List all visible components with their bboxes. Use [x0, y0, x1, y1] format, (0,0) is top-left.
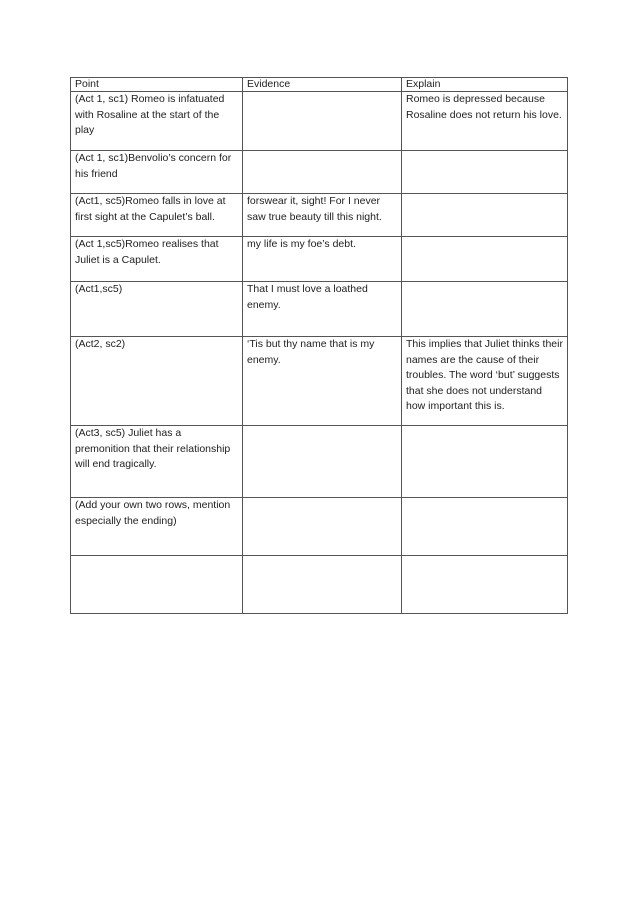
- evidence-cell: ‘Tis but thy name that is my enemy.: [243, 337, 402, 426]
- explain-cell: [402, 556, 568, 614]
- evidence-cell: [243, 498, 402, 556]
- explain-cell: [402, 237, 568, 282]
- table-row: [71, 92, 568, 151]
- evidence-cell: [243, 556, 402, 614]
- table-row: [71, 426, 568, 498]
- explain-cell: [402, 151, 568, 194]
- evidence-cell: my life is my foe’s debt.: [243, 237, 402, 282]
- explain-cell: [402, 194, 568, 237]
- table-row: [71, 282, 568, 337]
- table-row: [71, 337, 568, 426]
- table-row: [71, 556, 568, 614]
- point-cell: (Act 1, sc1)Benvolio’s concern for his friend: [71, 151, 243, 194]
- evidence-cell: [243, 151, 402, 194]
- table-header-row: [71, 78, 568, 92]
- point-cell: (Act3, sc5) Juliet has a premonition that their relationship will end tragically.: [71, 426, 243, 498]
- header-explain: Explain: [402, 78, 568, 92]
- table-row: [71, 237, 568, 282]
- point-cell: (Act2, sc2): [71, 337, 243, 426]
- explain-cell: [402, 426, 568, 498]
- explain-cell: [402, 498, 568, 556]
- evidence-cell: That I must love a loathed enemy.: [243, 282, 402, 337]
- evidence-cell: [243, 92, 402, 151]
- table-row: [71, 194, 568, 237]
- explain-cell: Romeo is depressed because Rosaline does not return his love.: [402, 92, 568, 151]
- point-cell: (Act 1, sc1) Romeo is infatuated with Rosaline at the start of the play: [71, 92, 243, 151]
- table-row: [71, 498, 568, 556]
- point-cell: (Act1,sc5): [71, 282, 243, 337]
- header-evidence: Evidence: [243, 78, 402, 92]
- analysis-table: [70, 77, 568, 614]
- point-cell: [71, 556, 243, 614]
- evidence-cell: [243, 426, 402, 498]
- evidence-cell: forswear it, sight! For I never saw true beauty till this night.: [243, 194, 402, 237]
- explain-cell: [402, 282, 568, 337]
- explain-cell: This implies that Juliet thinks their names are the cause of their troubles. The word ‘but’ suggests that she does not understand how important this is.: [402, 337, 568, 426]
- point-cell: (Add your own two rows, mention especially the ending): [71, 498, 243, 556]
- point-cell: (Act1, sc5)Romeo falls in love at first sight at the Capulet’s ball.: [71, 194, 243, 237]
- header-point: Point: [71, 78, 243, 92]
- point-cell: (Act 1,sc5)Romeo realises that Juliet is a Capulet.: [71, 237, 243, 282]
- table-row: [71, 151, 568, 194]
